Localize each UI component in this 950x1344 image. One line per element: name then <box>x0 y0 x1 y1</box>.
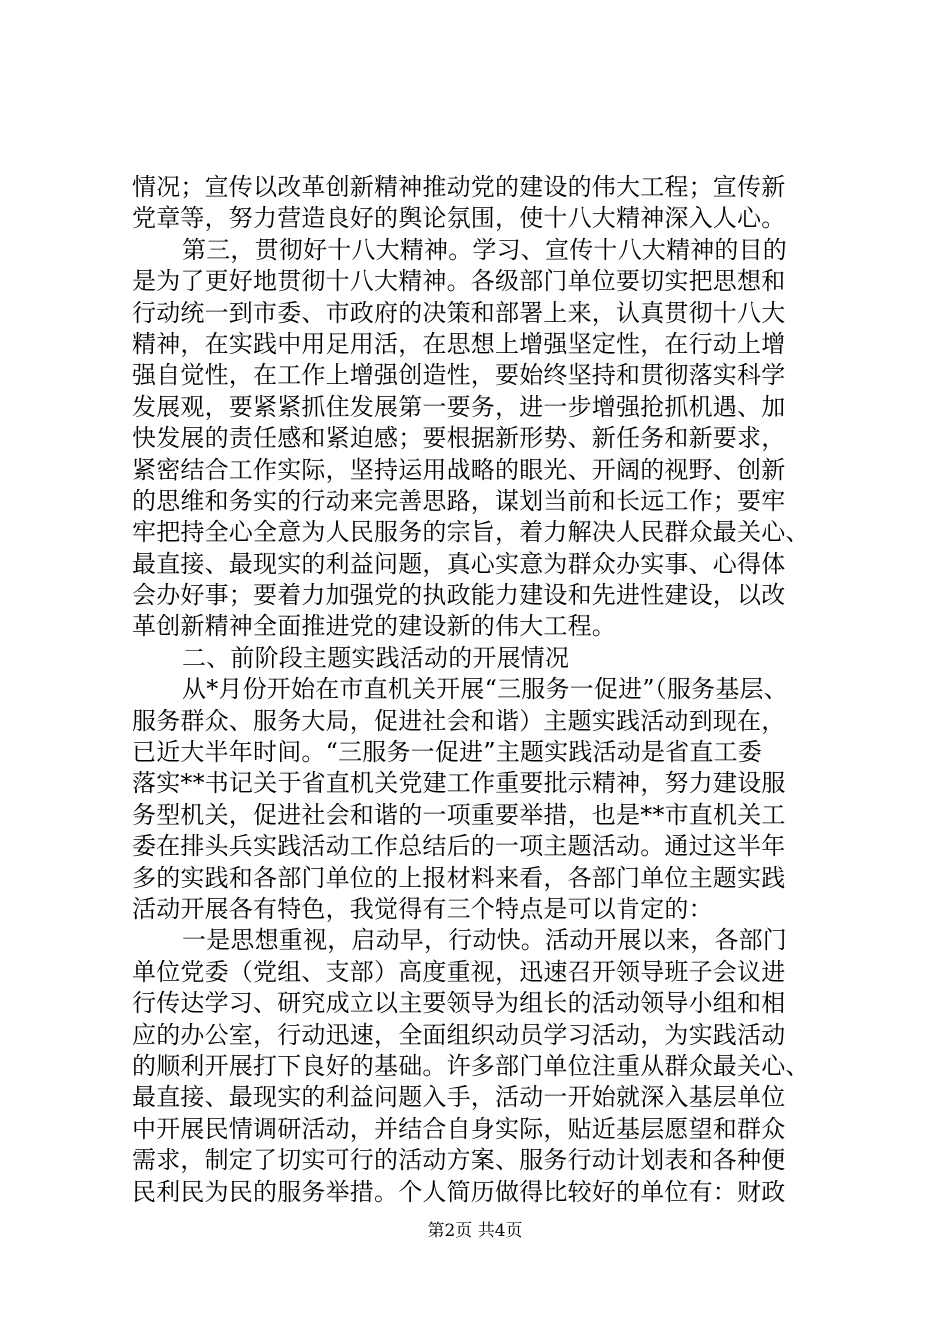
text-line: 最直接、最现实的利益问题，真心实意为群众办实事、心得体 <box>132 549 786 578</box>
text-line: 的思维和务实的行动来完善思路，谋划当前和长远工作；要牢 <box>132 486 786 515</box>
text-line: 需求，制定了切实可行的活动方案、服务行动计划表和各种便 <box>132 1146 786 1175</box>
text-line: 发展观，要紧紧抓住发展第一要务，进一步增强抢抓机遇、加 <box>132 392 786 421</box>
text-line: 牢把持全心全意为人民服务的宗旨，着力解决人民群众最关心、 <box>132 518 810 547</box>
body-text <box>132 172 832 1208</box>
text-line: 情况；宣传以改革创新精神推动党的建设的伟大工程；宣传新 <box>132 173 786 201</box>
text-line: 的顺利开展打下良好的基础。许多部门单位注重从群众最关心、 <box>132 1051 810 1080</box>
text-line: 务型机关，促进社会和谐的一项重要举措，也是**市直机关工 <box>132 800 786 829</box>
text-line: 革创新精神全面推进党的建设新的伟大工程。 <box>132 612 616 641</box>
text-line: 中开展民情调研活动，并结合自身实际，贴近基层愿望和群众 <box>132 1114 786 1143</box>
text-line: 从*月份开始在市直机关开展“三服务一促进”（服务基层、 <box>182 675 788 704</box>
page-footer: 第2页 共4页 <box>427 1221 523 1241</box>
text-line: 应的办公室，行动迅速，全面组织动员学习活动，为实践活动 <box>132 1020 786 1049</box>
text-line: 服务群众、服务大局，促进社会和谐）主题实践活动到现在， <box>132 706 786 735</box>
text-line: 已近大半年时间。“三服务一促进”主题实践活动是省直工委 <box>132 738 762 767</box>
text-line: 紧密结合工作实际，坚持运用战略的眼光、开阔的视野、创新 <box>132 455 786 484</box>
text-line: 是为了更好地贯彻十八大精神。各级部门单位要切实把思想和 <box>132 267 786 296</box>
text-line: 一是思想重视，启动早，行动快。活动开展以来，各部门 <box>182 926 787 955</box>
text-line: 多的实践和各部门单位的上报材料来看，各部门单位主题实践 <box>132 863 786 892</box>
text-line: 党章等，努力营造良好的舆论氛围，使十八大精神深入人心。 <box>132 204 786 233</box>
text-line: 快发展的责任感和紧迫感；要根据新形势、新任务和新要求， <box>132 424 786 453</box>
text-line: 民利民为民的服务举措。个人简历做得比较好的单位有：财政 <box>132 1177 786 1206</box>
text-line: 会办好事；要着力加强党的执政能力建设和先进性建设，以改 <box>132 581 786 610</box>
text-line: 行传达学习、研究成立以主要领导为组长的活动领导小组和相 <box>132 989 786 1018</box>
text-line: 委在排头兵实践活动工作总结后的一项主题活动。通过这半年 <box>132 832 786 861</box>
text-line: 强自觉性，在工作上增强创造性，要始终坚持和贯彻落实科学 <box>132 361 786 390</box>
text-line: 落实**书记关于省直机关党建工作重要批示精神，努力建设服 <box>132 769 786 798</box>
text-line: 单位党委（党组、支部）高度重视，迅速召开领导班子会议进 <box>132 957 786 986</box>
text-line: 精神，在实践中用足用活，在思想上增强坚定性，在行动上增 <box>132 329 786 358</box>
text-line: 二、前阶段主题实践活动的开展情况 <box>182 643 570 672</box>
text-line: 行动统一到市委、市政府的决策和部署上来，认真贯彻十八大 <box>132 298 786 327</box>
text-line: 第三，贯彻好十八大精神。学习、宣传十八大精神的目的 <box>182 235 787 264</box>
text-line: 最直接、最现实的利益问题入手，活动一开始就深入基层单位 <box>132 1083 786 1112</box>
text-line: 活动开展各有特色，我觉得有三个特点是可以肯定的： <box>132 894 713 923</box>
